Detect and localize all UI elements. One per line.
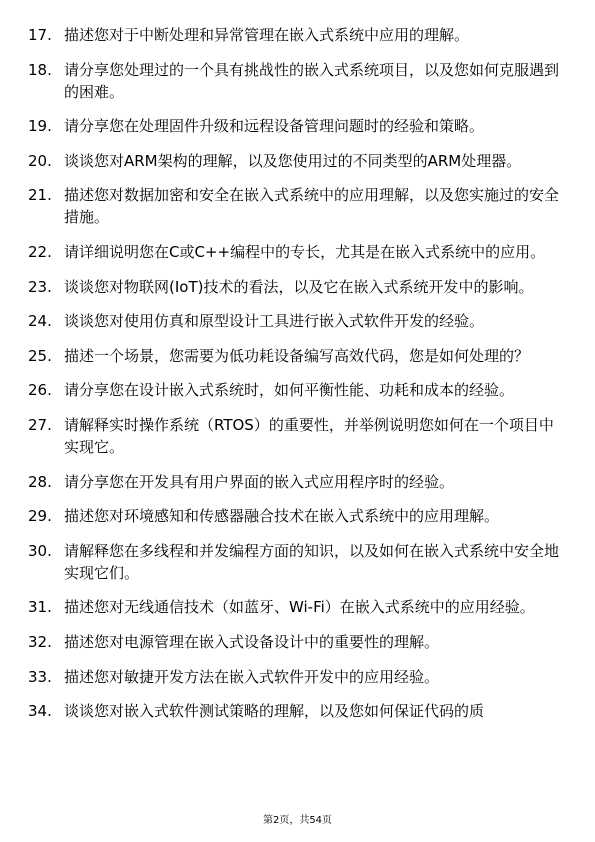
question-item [28, 505, 568, 527]
question-number: 29. [28, 507, 52, 526]
question-item [28, 24, 568, 46]
question-item [28, 540, 568, 584]
question-item [28, 414, 568, 458]
question-text: 请分享您在处理固件升级和远程设备管理问题时的经验和策略。 [64, 117, 485, 136]
question-number: 25. [28, 346, 52, 365]
question-text: 描述您对敏捷开发方法在嵌入式软件开发中的应用经验。 [64, 667, 440, 686]
question-item [28, 345, 568, 367]
question-number: 32. [28, 632, 52, 651]
question-text: 描述您对无线通信技术（如蓝牙、Wi-Fi）在嵌入式系统中的应用经验。 [64, 598, 535, 617]
question-number: 23. [28, 277, 52, 296]
question-number: 30. [28, 541, 52, 560]
question-item [28, 150, 568, 172]
question-item [28, 59, 568, 103]
question-text: 谈谈您对物联网(IoT)技术的看法，以及它在嵌入式系统开发中的影响。 [64, 277, 534, 296]
question-text: 描述您对环境感知和传感器融合技术在嵌入式系统中的应用理解。 [64, 507, 500, 526]
question-text: 请分享您在设计嵌入式系统时，如何平衡性能、功耗和成本的经验。 [64, 381, 515, 400]
question-number: 24. [28, 312, 52, 331]
question-item [28, 700, 568, 722]
question-item [28, 184, 568, 228]
question-number: 34. [28, 702, 52, 721]
question-number: 28. [28, 472, 52, 491]
question-text: 请分享您在开发具有用户界面的嵌入式应用程序时的经验。 [64, 472, 455, 491]
question-text: 描述您对数据加密和安全在嵌入式系统中的应用理解，以及您实施过的安全措施。 [64, 186, 560, 227]
question-item [28, 471, 568, 493]
question-number: 27. [28, 415, 52, 434]
question-number: 20. [28, 151, 52, 170]
question-number: 31. [28, 598, 52, 617]
question-text: 请解释您在多线程和并发编程方面的知识，以及如何在嵌入式系统中安全地实现它们。 [64, 541, 560, 582]
question-number: 18. [28, 60, 52, 79]
page-number-footer: 第2页，共54页 [262, 815, 333, 826]
question-number: 21. [28, 186, 52, 205]
question-number: 33. [28, 667, 52, 686]
question-number: 19. [28, 117, 52, 136]
question-text: 谈谈您对使用仿真和原型设计工具进行嵌入式软件开发的经验。 [64, 312, 485, 331]
question-text: 描述您对于中断处理和异常管理在嵌入式系统中应用的理解。 [64, 26, 470, 44]
question-item [28, 276, 568, 298]
question-item [28, 379, 568, 401]
question-text: 请分享您处理过的一个具有挑战性的嵌入式系统项目，以及您如何克服遇到的困难。 [64, 60, 560, 101]
question-number: 22. [28, 242, 52, 261]
question-text: 请详细说明您在C或C++编程中的专长，尤其是在嵌入式系统中的应用。 [64, 242, 546, 261]
question-item [28, 115, 568, 137]
question-list [28, 24, 568, 735]
question-item [28, 631, 568, 653]
question-item [28, 596, 568, 618]
question-text: 谈谈您对嵌入式软件测试策略的理解，以及您如何保证代码的质 [64, 702, 485, 721]
question-number: 26. [28, 381, 52, 400]
question-text: 谈谈您对ARM架构的理解，以及您使用过的不同类型的ARM处理器。 [64, 151, 522, 170]
question-item [28, 666, 568, 688]
question-item [28, 241, 568, 263]
question-item [28, 310, 568, 332]
question-text: 描述您对电源管理在嵌入式设备设计中的重要性的理解。 [64, 632, 440, 651]
question-text: 请解释实时操作系统（RTOS）的重要性，并举例说明您如何在一个项目中实现它。 [64, 415, 554, 456]
question-text: 描述一个场景，您需要为低功耗设备编写高效代码，您是如何处理的？ [64, 346, 530, 365]
question-number: 17. [28, 26, 52, 44]
